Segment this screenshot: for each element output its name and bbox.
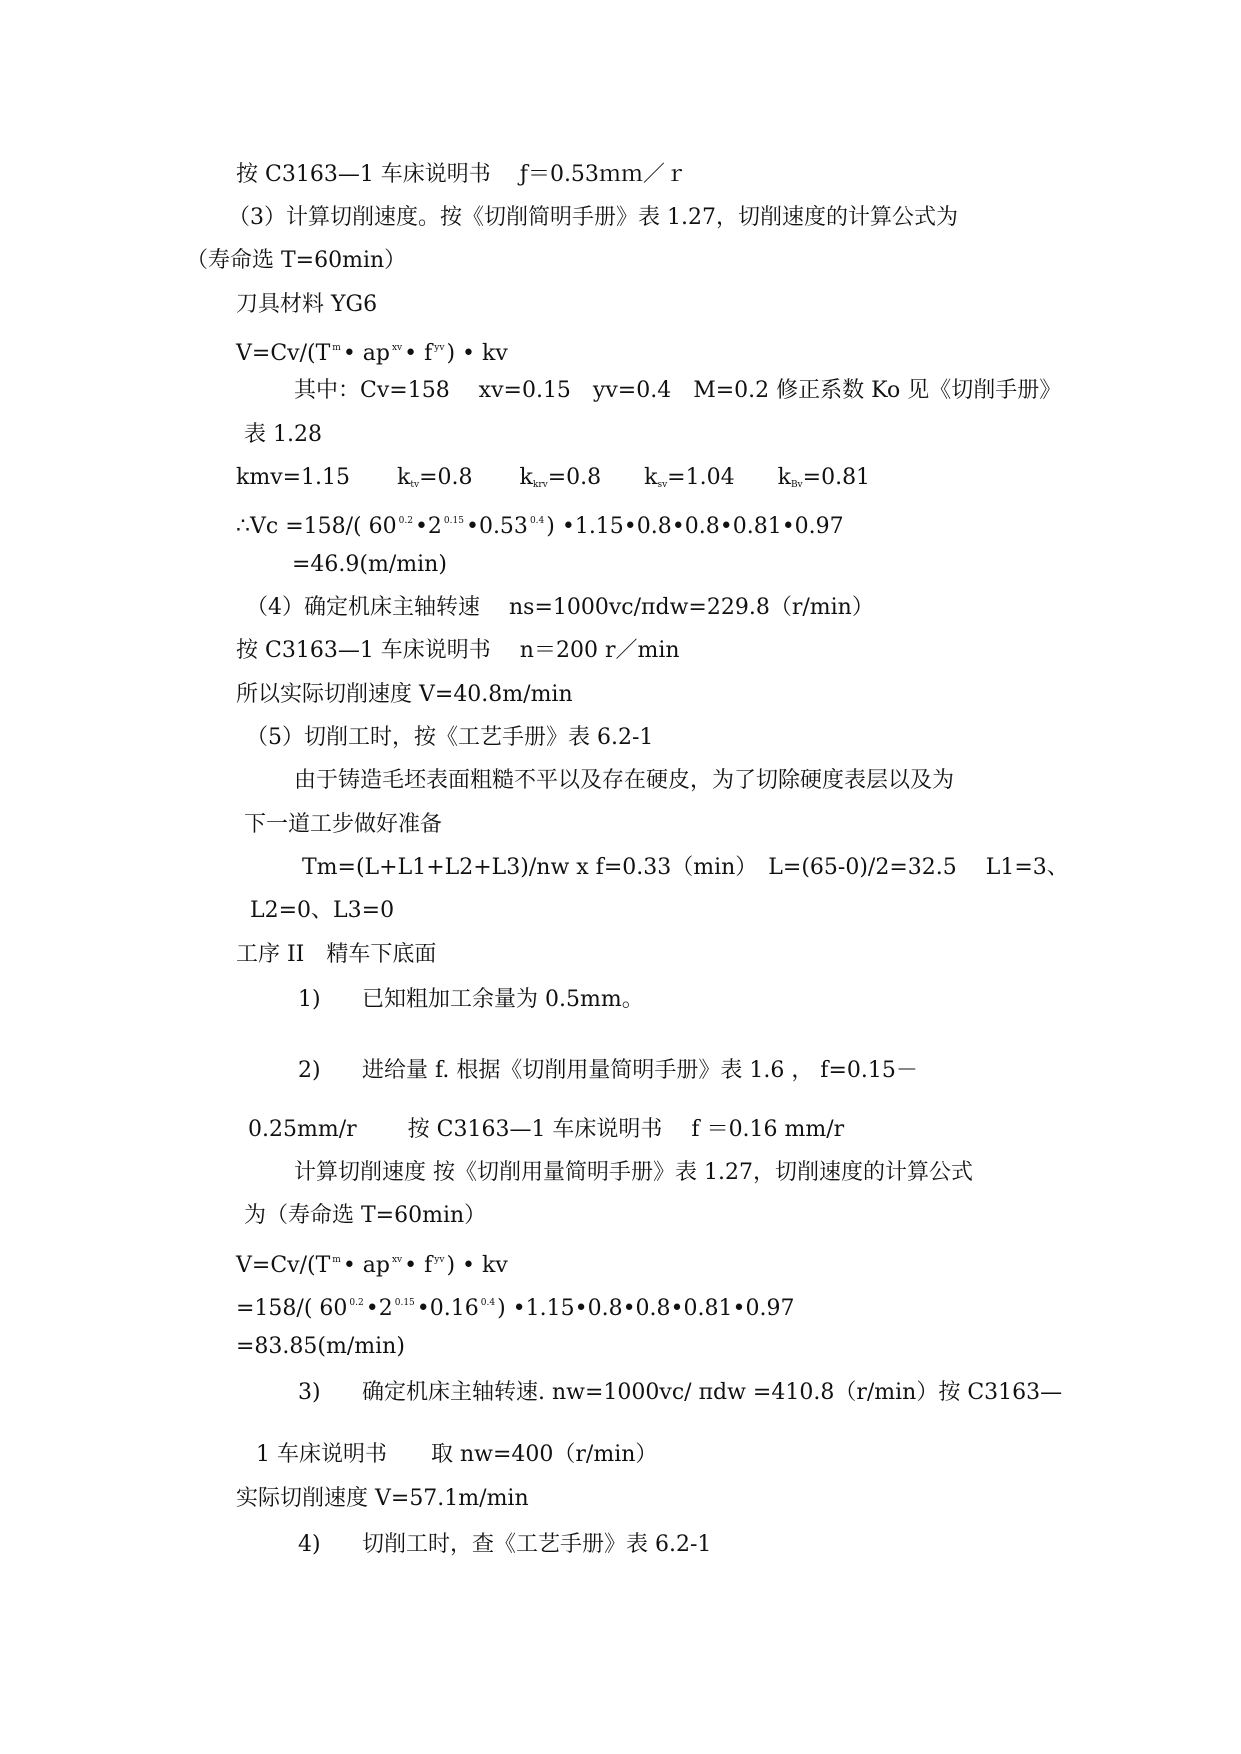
factor-value: =0.8 [419, 465, 473, 490]
step-number-3: 3) [298, 1380, 321, 1405]
text-line-24: 为（寿命选 T=60min） [244, 1203, 487, 1228]
text-line-16: 下一道工步做好准备 [244, 812, 443, 837]
v-part: ) •1.15•0.8•0.8•0.81•0.97 [497, 1296, 795, 1321]
text-line-6: 其中：Cv=158 xv=0.15 yv=0.4 M=0.2 修正系数 Ko 见《切削手册》 [294, 378, 1062, 403]
text-line-15: 由于铸造毛坯表面粗糙不平以及存在硬皮，为了切除硬度表层以及为 [294, 768, 955, 793]
text-line-7: 表 1.28 [244, 422, 322, 447]
text-line-21: 进给量 f. 根据《切削用量简明手册》表 1.6 ， f=0.15－ [362, 1058, 918, 1083]
text-line-30: 实际切削速度 V=57.1m/min [236, 1486, 529, 1511]
vc-part: ∴Vc =158/( 60 [236, 514, 397, 539]
vc-calculation-line [236, 506, 844, 542]
section-heading: 工序 II 精车下底面 [236, 942, 437, 967]
exponent: 0.4 [480, 1298, 496, 1308]
v-calculation-line-2 [236, 1288, 794, 1324]
exponent: 0.4 [529, 516, 545, 526]
factor-subscript: sv [657, 480, 668, 490]
text-line-20: 已知粗加工余量为 0.5mm。 [362, 987, 644, 1012]
text-line-22: 0.25mm/r 按 C3163—1 车床说明书 f ＝0.16 mm/r [248, 1117, 845, 1142]
exponent: 0.2 [349, 1298, 364, 1308]
formula-v-part: • ap [342, 1253, 390, 1278]
text-line-28: 确定机床主轴转速. nw=1000vc/ πdw =410.8（r/min）按 C3163— [362, 1380, 1063, 1405]
vc-part: ) •1.15•0.8•0.8•0.81•0.97 [546, 514, 844, 539]
formula-v-part: V=Cv/(T [236, 1253, 331, 1278]
text-line-27: =83.85(m/min) [236, 1334, 405, 1359]
factor-kmv: kmv=1.15 [236, 465, 351, 490]
factor-ktv [397, 465, 472, 490]
factor-letter: k [397, 465, 411, 490]
factor-value: =0.81 [802, 465, 871, 490]
formula-v-part: ) • kv [446, 1253, 508, 1278]
exponent-xv: xv [391, 343, 403, 353]
text-line-1: 按 C3163—1 车床说明书 ƒ＝0.53ｍｍ／ｒ [236, 162, 687, 187]
factor-subscript: tv [410, 480, 420, 490]
exponent: 0.15 [443, 516, 464, 526]
factor-ksv [644, 465, 734, 490]
step-number-4: 4) [298, 1532, 321, 1557]
formula-v-line [236, 333, 508, 369]
formula-v-part: ) • kv [446, 341, 508, 366]
formula-v-part: • f [404, 341, 433, 366]
step-number-1: 1) [298, 987, 321, 1012]
text-line-31: 切削工时，查《工艺手册》表 6.2-1 [362, 1532, 712, 1557]
text-line-2: （3）计算切削速度。按《切削简明手册》表 1.27，切削速度的计算公式为 [228, 205, 958, 230]
vc-part: •0.53 [465, 514, 528, 539]
text-line-18: L2=0、L3=0 [250, 898, 395, 923]
factor-letter: k [777, 465, 791, 490]
formula-v-part: • ap [342, 341, 390, 366]
text-line-29: 1 车床说明书 取 nw=400（r/min） [256, 1442, 658, 1467]
exponent: 0.2 [398, 516, 413, 526]
step-number-2: 2) [298, 1058, 321, 1083]
correction-factors-line [236, 463, 870, 500]
text-line-14: （5）切削工时，按《工艺手册》表 6.2-1 [246, 725, 654, 750]
text-line-17: Tm=(L+L1+L2+L3)/nw x f=0.33（min） L=(65-0)/2=32.5 L1=3、 [302, 855, 1069, 880]
factor-krv [520, 465, 602, 490]
vc-part: •2 [414, 514, 442, 539]
formula-v-part: • f [404, 1253, 433, 1278]
factor-value: =1.04 [667, 465, 735, 490]
text-line-4: 刀具材料 YG6 [236, 292, 378, 317]
text-line-11: （4）确定机床主轴转速 ns=1000vc/πdw=229.8（r/min） [246, 595, 874, 620]
v-part: =158/( 60 [236, 1296, 348, 1321]
exponent-yv: yv [434, 1255, 445, 1265]
text-line-13: 所以实际切削速度 V=40.8m/min [236, 682, 573, 707]
exponent-m: m [332, 343, 341, 353]
text-line-23: 计算切削速度 按《切削用量简明手册》表 1.27，切削速度的计算公式 [294, 1160, 973, 1185]
text-line-12: 按 C3163—1 车床说明书 n＝200 r／min [236, 638, 680, 663]
exponent-xv: xv [391, 1255, 403, 1265]
factor-value: =0.8 [547, 465, 602, 490]
text-line-3: （寿命选 T=60min） [186, 248, 407, 273]
factor-letter: k [519, 465, 533, 490]
text-line-10: =46.9(m/min) [292, 552, 447, 577]
v-part: •2 [365, 1296, 393, 1321]
factor-kbv [778, 465, 870, 490]
exponent: 0.15 [394, 1298, 415, 1308]
exponent-yv: yv [434, 343, 445, 353]
factor-subscript: krv [532, 480, 548, 490]
formula-v-line-2 [236, 1245, 508, 1281]
v-part: •0.16 [416, 1296, 479, 1321]
formula-v-part: V=Cv/(T [236, 341, 331, 366]
factor-letter: k [644, 465, 658, 490]
exponent-m: m [332, 1255, 341, 1265]
factor-subscript: Bv [790, 480, 803, 490]
